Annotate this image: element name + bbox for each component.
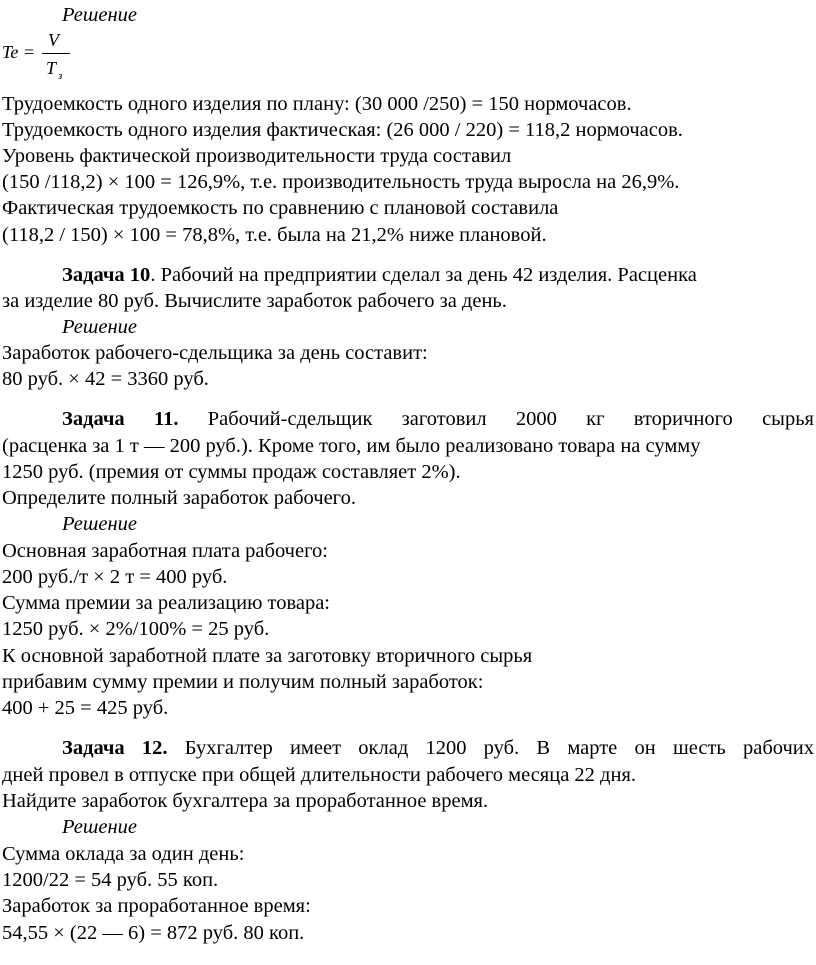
- text-line: Уровень фактической производительности труда составил: [2, 145, 512, 167]
- task11-line2: (расценка за 1 т — 200 руб.). Кроме того, им было реализовано товара на сумму: [2, 435, 701, 457]
- task11-solution-line: 200 руб./т × 2 т = 400 руб.: [2, 566, 228, 588]
- formula-numerator: V: [48, 30, 59, 50]
- task11-text: Рабочий-сдельщик заготовил 2000 кг вторичного сырья: [178, 408, 814, 430]
- task11-line1: [62, 406, 814, 432]
- task11-line3: 1250 руб. (премия от суммы продаж составляет 2%).: [2, 461, 461, 483]
- task12-line3: Найдите заработок бухгалтера за проработанное время.: [2, 790, 489, 812]
- task11-solution-line: 1250 руб. × 2%/100% = 25 руб.: [2, 618, 270, 640]
- formula-denominator-letter: T: [46, 58, 57, 78]
- formula-lhs: Te =: [2, 42, 35, 62]
- task12-title: Задача 12.: [62, 737, 168, 759]
- task10-solution-line: 80 руб. × 42 = 3360 руб.: [2, 368, 209, 390]
- task11-solution-line: Сумма премии за реализацию товара:: [2, 592, 330, 614]
- task11-solution-line: 400 + 25 = 425 руб.: [2, 697, 169, 719]
- formula-denominator: [46, 58, 62, 81]
- task12-line2: дней провел в отпуске при общей длительности рабочего месяца 22 дня.: [2, 764, 637, 786]
- labor-intensity-formula: [2, 30, 92, 86]
- formula-fraction-bar: [42, 53, 70, 54]
- text-line: Фактическая трудоемкость по сравнению с плановой составила: [2, 197, 559, 219]
- text-line: Трудоемкость одного изделия фактическая: (26 000 / 220) = 118,2 нормочасов.: [2, 119, 683, 141]
- task12-solution-line: 54,55 × (22 — 6) = 872 руб. 80 коп.: [2, 922, 305, 944]
- task12-solution-line: Сумма оклада за один день:: [2, 843, 245, 865]
- task11-title: Задача 11.: [62, 408, 179, 430]
- solution-heading-2: Решение: [62, 316, 137, 338]
- task11-solution-line: Основная заработная плата рабочего:: [2, 540, 328, 562]
- task10-text: . Рабочий на предприятии сделал за день 42 изделия. Расценка: [150, 264, 697, 286]
- task10-line2: за изделие 80 руб. Вычислите заработок рабочего за день.: [2, 290, 507, 312]
- text-line: Трудоемкость одного изделия по плану: (30 000 /250) = 150 нормочасов.: [2, 93, 632, 115]
- task10-line1: [62, 262, 814, 288]
- formula-subscript: з: [58, 70, 63, 82]
- task10-solution-line: Заработок рабочего-сдельщика за день составит:: [2, 342, 428, 364]
- solution-heading-1: Решение: [62, 4, 137, 26]
- solution-heading-4: Решение: [62, 816, 137, 838]
- task12-text: Бухгалтер имеет оклад 1200 руб. В марте он шесть рабочих: [167, 737, 814, 759]
- task10-title: Задача 10: [62, 264, 151, 286]
- task11-solution-line: К основной заработной плате за заготовку вторичного сырья: [2, 645, 533, 667]
- text-line: (118,2 / 150) × 100 = 78,8%, т.е. была на 21,2% ниже плановой.: [2, 224, 547, 246]
- text-line: (150 /118,2) × 100 = 126,9%, т.е. производительность труда выросла на 26,9%.: [2, 171, 680, 193]
- task12-solution-line: Заработок за проработанное время:: [2, 895, 311, 917]
- task12-line1: [62, 735, 814, 761]
- task11-line4: Определите полный заработок рабочего.: [2, 487, 356, 509]
- task11-solution-line: прибавим сумму премии и получим полный заработок:: [2, 671, 484, 693]
- task12-solution-line: 1200/22 = 54 руб. 55 коп.: [2, 869, 219, 891]
- solution-heading-3: Решение: [62, 513, 137, 535]
